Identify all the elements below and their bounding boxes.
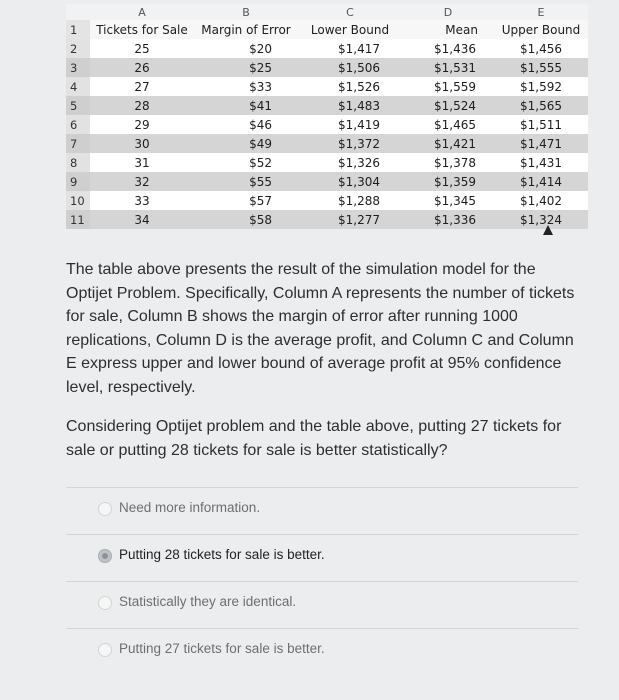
cell-margin: $20 bbox=[194, 39, 298, 58]
answer-option[interactable] bbox=[66, 628, 578, 675]
cell-margin: $49 bbox=[194, 134, 298, 153]
cell-lower-bound: $1,483 bbox=[298, 96, 402, 115]
cell-mean: $1,436 bbox=[402, 39, 494, 58]
cell-upper-bound: $1,565 bbox=[494, 96, 588, 115]
row-number: 1 bbox=[66, 20, 90, 39]
cell-mean: $1,336 bbox=[402, 210, 494, 229]
row-number: 11 bbox=[66, 210, 90, 229]
radio-icon[interactable] bbox=[98, 596, 112, 610]
radio-icon[interactable] bbox=[98, 643, 112, 657]
cell-tickets: 34 bbox=[90, 210, 194, 229]
cell-tickets: 26 bbox=[90, 58, 194, 77]
cell-upper-bound: $1,324 bbox=[494, 210, 588, 229]
cell-upper-bound: $1,414 bbox=[494, 172, 588, 191]
header-margin-of-error: Margin of Error bbox=[194, 20, 298, 39]
corner-cell bbox=[66, 4, 90, 20]
header-lower-bound: Lower Bound bbox=[298, 20, 402, 39]
answer-option-label[interactable]: Putting 27 tickets for sale is better. bbox=[119, 641, 325, 656]
cell-tickets: 30 bbox=[90, 134, 194, 153]
table-row bbox=[66, 153, 588, 172]
answer-option-label[interactable]: Putting 28 tickets for sale is better. bbox=[119, 547, 325, 562]
question-prompt: Considering Optijet problem and the table above, putting 27 tickets for sale or putting 28 tickets for sale is better statistically? bbox=[66, 418, 562, 459]
question-description: The table above presents the result of the simulation model for the Optijet Problem. Specifically, Column A represents the number of tickets for sale, Column B shows the margin of error after running 1000 replications, Column D is the average profit, and Column C and Column E express upper and lower bound of average profit at 95% confidence level, respectively. bbox=[66, 261, 575, 396]
cell-mean: $1,531 bbox=[402, 58, 494, 77]
table-row bbox=[66, 39, 588, 58]
header-tickets-for-sale: Tickets for Sale bbox=[90, 20, 194, 39]
cell-upper-bound: $1,511 bbox=[494, 115, 588, 134]
cell-tickets: 28 bbox=[90, 96, 194, 115]
cell-lower-bound: $1,277 bbox=[298, 210, 402, 229]
table-row bbox=[66, 58, 588, 77]
row-number: 8 bbox=[66, 153, 90, 172]
table-row bbox=[66, 77, 588, 96]
cell-tickets: 27 bbox=[90, 77, 194, 96]
cell-mean: $1,359 bbox=[402, 172, 494, 191]
cell-tickets: 32 bbox=[90, 172, 194, 191]
cell-mean: $1,345 bbox=[402, 191, 494, 210]
column-letter-a: A bbox=[90, 4, 194, 20]
spreadsheet-table bbox=[66, 4, 588, 229]
cell-margin: $55 bbox=[194, 172, 298, 191]
column-letter-c: C bbox=[298, 4, 402, 20]
cell-mean: $1,559 bbox=[402, 77, 494, 96]
column-letter-b: B bbox=[194, 4, 298, 20]
cell-margin: $52 bbox=[194, 153, 298, 172]
radio-icon[interactable] bbox=[98, 502, 112, 516]
cell-margin: $33 bbox=[194, 77, 298, 96]
cell-tickets: 31 bbox=[90, 153, 194, 172]
column-letter-e: E bbox=[494, 4, 588, 20]
answer-option-label[interactable]: Statistically they are identical. bbox=[119, 594, 297, 609]
row-number: 2 bbox=[66, 39, 90, 58]
cell-upper-bound: $1,402 bbox=[494, 191, 588, 210]
header-row bbox=[66, 20, 588, 39]
cell-mean: $1,524 bbox=[402, 96, 494, 115]
table-row bbox=[66, 96, 588, 115]
table-row bbox=[66, 134, 588, 153]
cell-upper-bound: $1,431 bbox=[494, 153, 588, 172]
cell-upper-bound: $1,592 bbox=[494, 77, 588, 96]
cell-lower-bound: $1,419 bbox=[298, 115, 402, 134]
cell-margin: $46 bbox=[194, 115, 298, 134]
cell-upper-bound: $1,555 bbox=[494, 58, 588, 77]
row-number: 5 bbox=[66, 96, 90, 115]
cell-tickets: 33 bbox=[90, 191, 194, 210]
column-letter-d: D bbox=[402, 4, 494, 20]
cell-upper-bound: $1,456 bbox=[494, 39, 588, 58]
mouse-cursor-icon bbox=[543, 225, 553, 235]
row-number: 4 bbox=[66, 77, 90, 96]
cell-margin: $25 bbox=[194, 58, 298, 77]
header-upper-bound: Upper Bound bbox=[494, 20, 588, 39]
cell-mean: $1,465 bbox=[402, 115, 494, 134]
radio-selected-icon[interactable] bbox=[98, 549, 112, 563]
answer-option[interactable] bbox=[66, 581, 578, 628]
cell-lower-bound: $1,506 bbox=[298, 58, 402, 77]
row-number: 3 bbox=[66, 58, 90, 77]
cell-lower-bound: $1,304 bbox=[298, 172, 402, 191]
answer-option-label[interactable]: Need more information. bbox=[119, 500, 261, 515]
cell-tickets: 29 bbox=[90, 115, 194, 134]
cell-margin: $41 bbox=[194, 96, 298, 115]
row-number: 9 bbox=[66, 172, 90, 191]
cell-tickets: 25 bbox=[90, 39, 194, 58]
cell-lower-bound: $1,526 bbox=[298, 77, 402, 96]
row-number: 7 bbox=[66, 134, 90, 153]
answer-option[interactable] bbox=[66, 534, 578, 581]
column-letter-row bbox=[66, 4, 588, 20]
cell-lower-bound: $1,372 bbox=[298, 134, 402, 153]
cell-upper-bound: $1,471 bbox=[494, 134, 588, 153]
answer-option[interactable] bbox=[66, 487, 578, 534]
cell-lower-bound: $1,326 bbox=[298, 153, 402, 172]
cell-lower-bound: $1,417 bbox=[298, 39, 402, 58]
cell-mean: $1,378 bbox=[402, 153, 494, 172]
table-row bbox=[66, 191, 588, 210]
cell-margin: $57 bbox=[194, 191, 298, 210]
cell-mean: $1,421 bbox=[402, 134, 494, 153]
table-row bbox=[66, 210, 588, 229]
header-mean: Mean bbox=[402, 20, 494, 39]
row-number: 10 bbox=[66, 191, 90, 210]
cell-lower-bound: $1,288 bbox=[298, 191, 402, 210]
cell-margin: $58 bbox=[194, 210, 298, 229]
row-number: 6 bbox=[66, 115, 90, 134]
table-row bbox=[66, 172, 588, 191]
table-row bbox=[66, 115, 588, 134]
